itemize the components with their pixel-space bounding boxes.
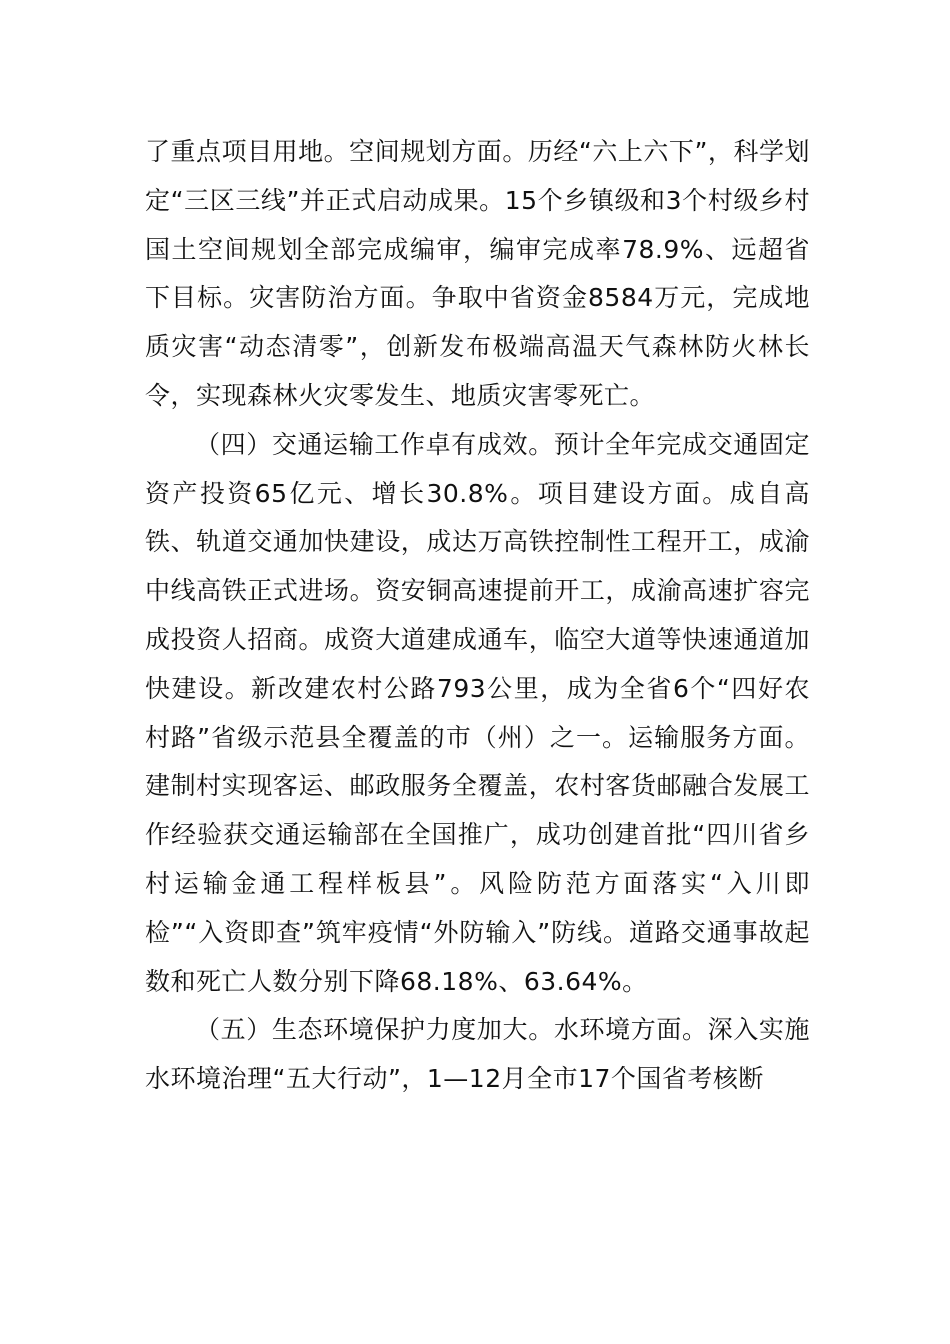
paragraph-land-planning-disaster: 了重点项目用地。空间规划方面。历经“六上六下”，科学划定“三区三线”并正式启动成果。15个乡镇级和3个村级乡村国土空间规划全部完成编审，编审完成率78.9%、远超省下目标。灾害防治方面。争取中省资金8584万元，完成地质灾害“动态清零”，创新发布极端高温天气森林防火林长令，实现森林火灾零发生、地质灾害零死亡。 bbox=[145, 137, 810, 410]
document-body bbox=[145, 128, 810, 1104]
paragraph-ecology: （五）生态环境保护力度加大。水环境方面。深入实施水环境治理“五大行动”，1—12月全市17个国省考核断 bbox=[145, 1015, 810, 1094]
paragraph-transportation: （四）交通运输工作卓有成效。预计全年完成交通固定资产投资65亿元、增长30.8%。项目建设方面。成自高铁、轨道交通加快建设，成达万高铁控制性工程开工，成渝中线高铁正式进场。资安铜高速提前开工，成渝高速扩容完成投资人招商。成资大道建成通车，临空大道等快速通道加快建设。新改建农村公路793公里，成为全省6个“四好农村路”省级示范县全覆盖的市（州）之一。运输服务方面。建制村实现客运、邮政服务全覆盖，农村客货邮融合发展工作经验获交通运输部在全国推广，成功创建首批“四川省乡村运输金通工程样板县”。风险防范方面落实“入川即检”“入资即查”筑牢疫情“外防输入”防线。道路交通事故起数和死亡人数分别下降68.18%、63.64%。 bbox=[145, 429, 810, 996]
